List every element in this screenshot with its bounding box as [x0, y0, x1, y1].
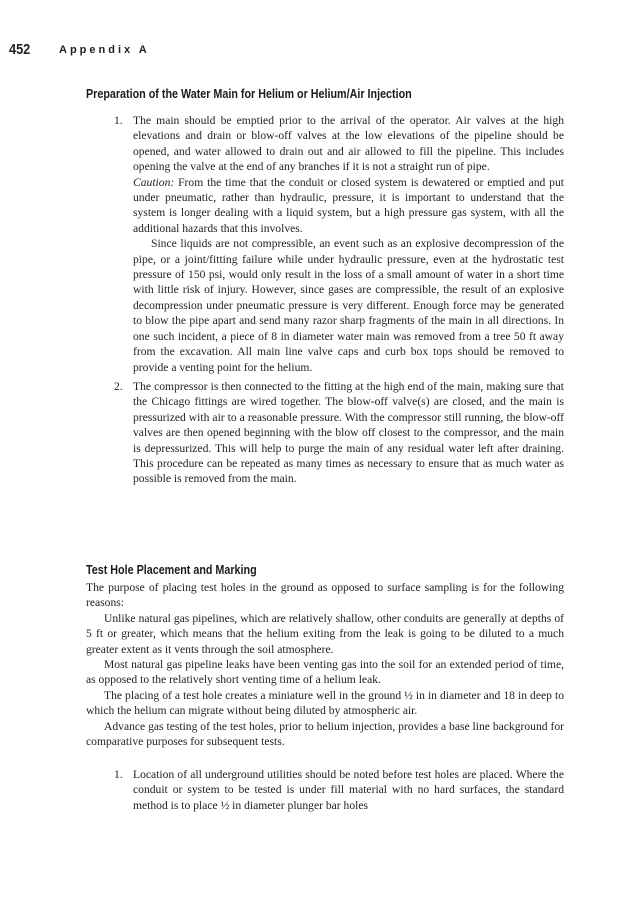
list-item-number: 1. — [114, 768, 123, 781]
page-number: 452 — [9, 41, 31, 58]
list-item — [114, 767, 564, 813]
list-item-number: 1. — [114, 114, 123, 127]
list-item-text: Location of all underground utilities should be noted before test holes are placed. Where the conduit or system to be tested is under fill material with no hard surfaces, the standard method is to place ½ in diameter plunger bar holes — [133, 768, 564, 812]
body-paragraph: Advance gas testing of the test holes, prior to helium injection, provides a base line background for comparative purposes for subsequent tests. — [86, 719, 564, 749]
test-hole-section-body — [86, 580, 564, 749]
appendix-label: Appendix A — [59, 44, 150, 56]
body-paragraph: Unlike natural gas pipelines, which are relatively shallow, other conduits are generally at depths of 5 ft or greater, which means that the helium exiting from the leak is going to be diluted to a much greater extent as it vents through the soil atmosphere. — [86, 611, 564, 656]
section-heading-water-main: Preparation of the Water Main for Helium or Helium/Air Injection — [86, 87, 412, 101]
list-item-text: The main should be emptied prior to the arrival of the operator. Air valves at the high elevations and drain or blow-off valves at the low elevations of the pipeline should be opened, and water allowed to drain out and air allowed to fill the pipeline. This includes opening the valve at the end of any branches if it is not a straight run of pipe. — [133, 114, 564, 174]
explanation-paragraph: Since liquids are not compressible, an event such as an explosive decompression of the pipe, or a joint/fitting failure while under hydraulic pressure, even at the hydrostatic test pressure of 150 psi, would only result in the loss of a small amount of water in a short time with little risk of injury. However, since gases are compressible, the result of an explosive decompression under pneumatic pressure is very different. Enough force may be generated to blow the pipe apart and send many razor sharp fragments of the main in all directions. In one such incident, a piece of 8 in diameter water main was removed from a tree 50 ft away from the excavation. All main line valve caps and curb box tops should be removed to provide a venting point for the helium. — [133, 237, 564, 374]
test-hole-steps-list — [114, 767, 564, 813]
caution-paragraph — [133, 175, 564, 237]
list-item-number: 2. — [114, 379, 123, 393]
caution-label: Caution: — [133, 175, 175, 189]
list-item — [114, 379, 564, 487]
list-item-text: The compressor is then connected to the fitting at the high end of the main, making sure that the Chicago fittings are wired together. The blow-off valve(s) are closed, and the main is pressurized with air to a reasonable pressure. With the compressor still running, the blow-off valves are then opened beginning with the blow off closest to the compressor, and the main is depressurized. This will help to purge the main of any residual water left after draining. This procedure can be repeated as many times as necessary to ensure that as much water as possible is removed from the main. — [133, 379, 564, 486]
list-item — [114, 113, 564, 375]
running-head — [9, 41, 150, 59]
body-paragraph: The placing of a test hole creates a miniature well in the ground ½ in in diameter and 18 in deep to which the helium can migrate without being diluted by atmospheric air. — [86, 688, 564, 718]
preparation-steps-list — [114, 113, 564, 487]
section-heading-test-hole: Test Hole Placement and Marking — [86, 563, 257, 577]
caution-text: From the time that the conduit or closed system is dewatered or emptied and put under pneumatic, rather than hydraulic, pressure, it is important to understand that the system is longer dealing with a liquid system, but a high pressure gas system, with all the additional hazards that this involves. — [133, 175, 564, 235]
intro-paragraph: The purpose of placing test holes in the ground as opposed to surface sampling is for the following reasons: — [86, 581, 564, 610]
body-paragraph: Most natural gas pipeline leaks have been venting gas into the soil for an extended period of time, as opposed to the relatively short venting time of a helium leak. — [86, 658, 564, 687]
